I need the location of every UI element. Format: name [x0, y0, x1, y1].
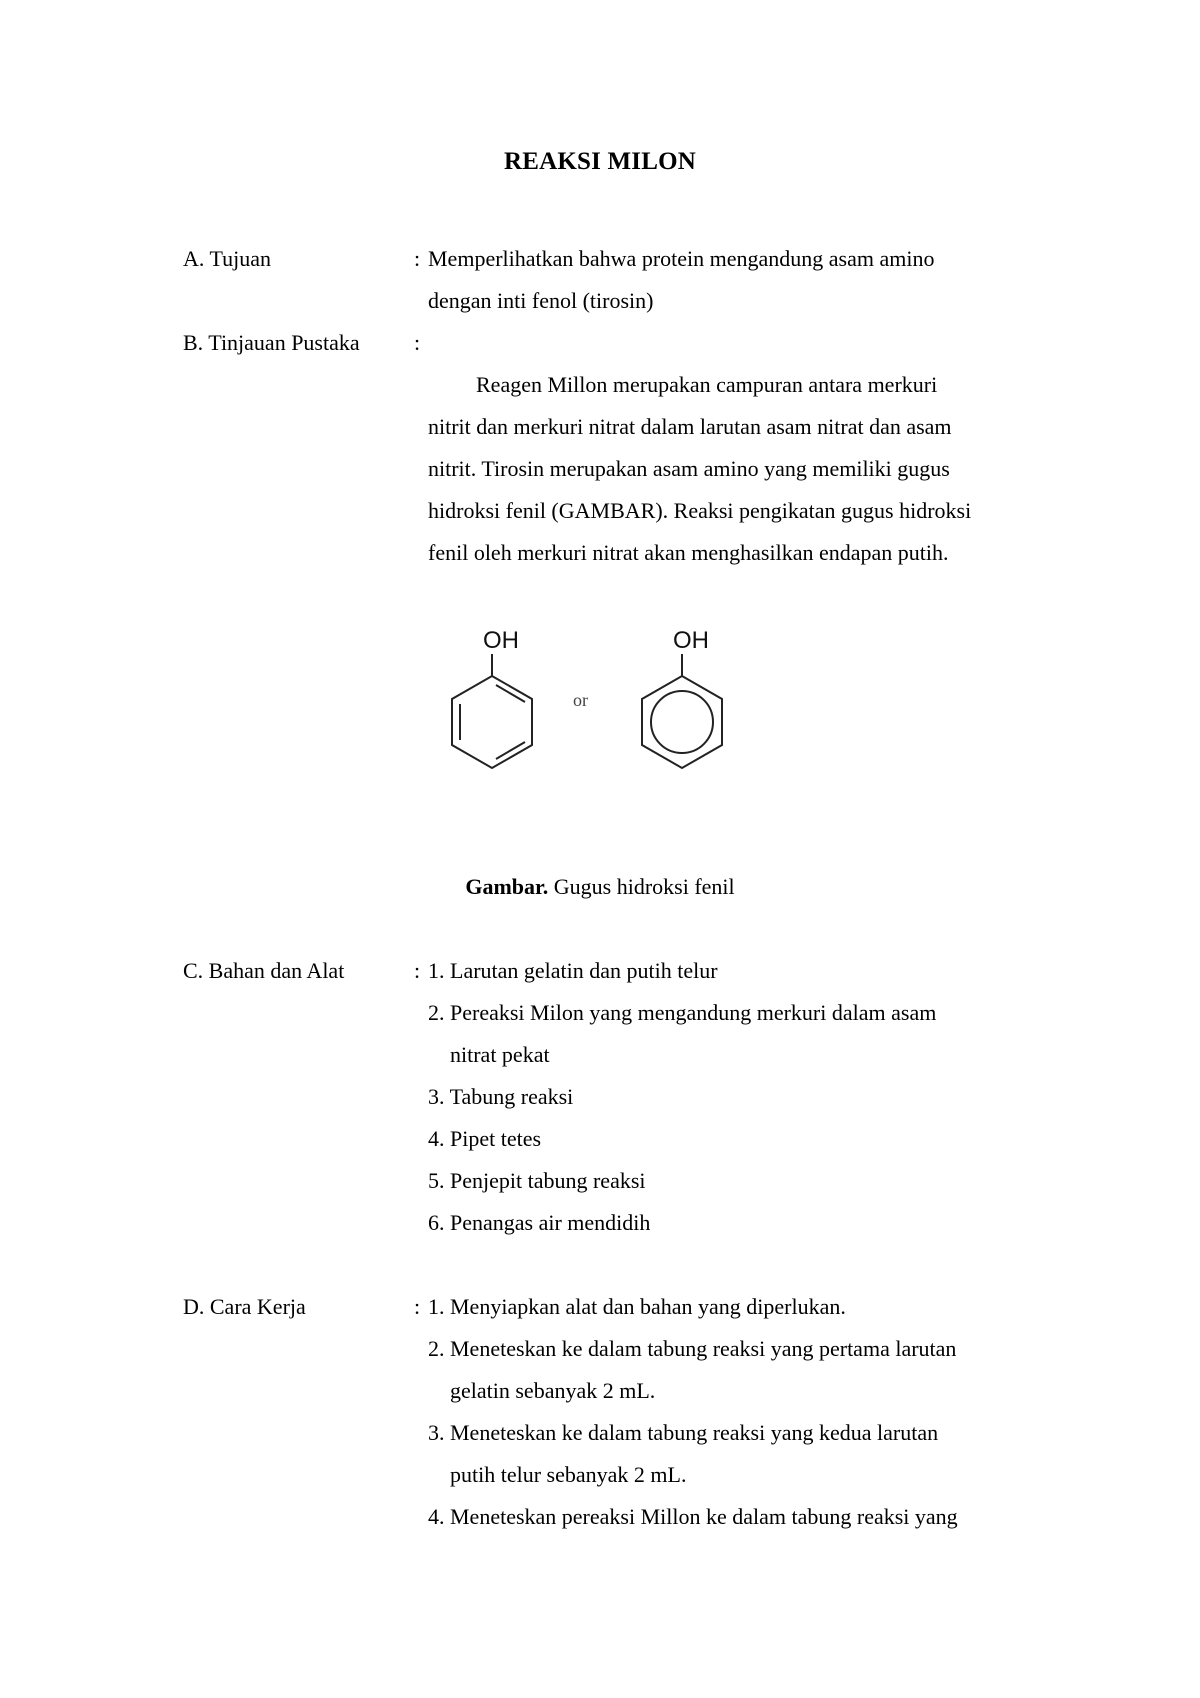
left-oh-label: OH: [483, 627, 519, 654]
section-b-label: B. Tinjauan Pustaka: [183, 330, 360, 355]
figure-caption-bold: Gambar.: [465, 874, 549, 899]
section-a-text-line-2: dengan inti fenol (tirosin): [428, 288, 654, 313]
right-oh-label: OH: [673, 627, 709, 654]
right-benzene-ring: [642, 676, 722, 768]
aromatic-phenol-structure: [642, 627, 722, 768]
list-item-continuation: nitrat pekat: [450, 1042, 550, 1067]
section-b-text-line-4: hidroksi fenil (GAMBAR). Reaksi pengikatan gugus hidroksi: [428, 498, 972, 523]
right-aromatic-circle: [651, 691, 713, 753]
page-title: REAKSI MILON: [503, 148, 696, 175]
list-item: 2. Pereaksi Milon yang mengandung merkuri dalam asam: [428, 1000, 937, 1025]
section-d-label: D. Cara Kerja: [183, 1294, 306, 1319]
list-item: 3. Tabung reaksi: [428, 1084, 574, 1109]
section-b-text-line-5: fenil oleh merkuri nitrat akan menghasilkan endapan putih.: [428, 540, 949, 565]
left-benzene-ring: [452, 676, 532, 768]
section-b-colon: :: [414, 330, 421, 355]
section-b-text-line-3: nitrit. Tirosin merupakan asam amino yang memiliki gugus: [428, 456, 950, 481]
list-item: 3. Meneteskan ke dalam tabung reaksi yang kedua larutan: [428, 1420, 939, 1445]
list-item-continuation: gelatin sebanyak 2 mL.: [450, 1378, 656, 1403]
section-a-label: A. Tujuan: [183, 246, 272, 271]
list-item: 4. Pipet tetes: [428, 1126, 542, 1151]
section-a-text-line-1: Memperlihatkan bahwa protein mengandung asam amino: [428, 246, 935, 271]
section-c-label: C. Bahan dan Alat: [183, 958, 345, 983]
figure-caption-text: Gugus hidroksi fenil: [548, 874, 735, 899]
list-item: 4. Meneteskan pereaksi Millon ke dalam tabung reaksi yang: [428, 1504, 958, 1529]
list-item: 6. Penangas air mendidih: [428, 1210, 651, 1235]
section-b-text-line-2: nitrit dan merkuri nitrat dalam larutan asam nitrat dan asam: [428, 414, 952, 439]
section-b-text-line-1: Reagen Millon merupakan campuran antara merkuri: [476, 372, 938, 397]
or-label: or: [573, 690, 588, 710]
section-a-colon: :: [414, 246, 421, 271]
list-item: 2. Meneteskan ke dalam tabung reaksi yang pertama larutan: [428, 1336, 957, 1361]
list-item: 5. Penjepit tabung reaksi: [428, 1168, 646, 1193]
kekule-phenol-structure: [452, 627, 532, 768]
phenol-structure-figure: [436, 624, 756, 804]
section-d-colon: :: [414, 1294, 421, 1319]
section-c-colon: :: [414, 958, 421, 983]
list-item-continuation: putih telur sebanyak 2 mL.: [450, 1462, 687, 1487]
list-item: 1. Menyiapkan alat dan bahan yang diperlukan.: [428, 1294, 846, 1319]
figure-caption: [0, 874, 1200, 900]
list-item: 1. Larutan gelatin dan putih telur: [428, 958, 718, 983]
